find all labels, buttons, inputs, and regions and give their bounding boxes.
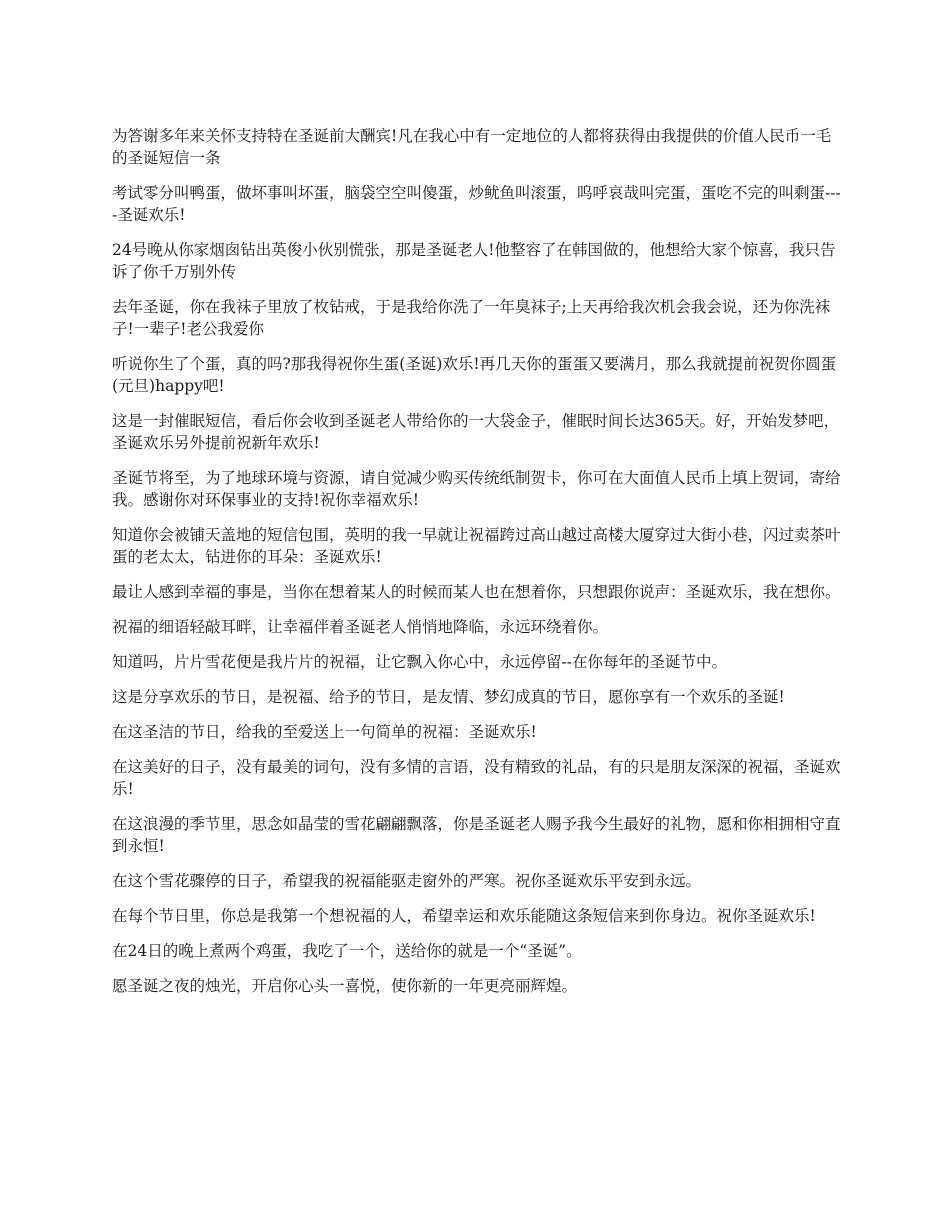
paragraph-12: 这是分享欢乐的节日，是祝福、给予的节日，是友情、梦幻成真的节日，愿你享有一个欢乐的圣诞!	[112, 688, 785, 706]
paragraph-11: 知道吗，片片雪花便是我片片的祝福，让它飘入你心中，永远停留--在你每年的圣诞节中。	[112, 653, 727, 671]
paragraph-9: 最让人感到幸福的事是，当你在想着某人的时候而某人也在想着你，只想跟你说声：圣诞欢乐，我在想你。	[112, 583, 841, 601]
paragraph-15: 在这浪漫的季节里，思念如晶莹的雪花翩翩飘落，你是圣诞老人赐予我今生最好的礼物，愿和你相拥相守直到永恒!	[112, 815, 841, 855]
paragraph-4: 去年圣诞，你在我袜子里放了枚钻戒，于是我给你洗了一年臭袜子;上天再给我次机会我会说，还为你洗袜子!一辈子!老公我爱你	[112, 298, 831, 338]
paragraph-10: 祝福的细语轻敲耳畔，让幸福伴着圣诞老人悄悄地降临，永远环绕着你。	[112, 618, 609, 636]
paragraph-2: 考试零分叫鸭蛋，做坏事叫坏蛋，脑袋空空叫傻蛋，炒鱿鱼叫滚蛋，呜呼哀哉叫完蛋，蛋吃不完的叫剩蛋----圣诞欢乐!	[112, 184, 841, 224]
paragraph-6: 这是一封催眠短信，看后你会收到圣诞老人带给你的一大袋金子，催眠时间长达365天。好，开始发梦吧，圣诞欢乐另外提前祝新年欢乐!	[112, 412, 840, 452]
paragraph-8: 知道你会被铺天盖地的短信包围，英明的我一早就让祝福跨过高山越过高楼大厦穿过大街小巷，闪过卖茶叶蛋的老太太，钻进你的耳朵：圣诞欢乐!	[112, 526, 841, 566]
paragraph-5: 听说你生了个蛋，真的吗?那我得祝你生蛋(圣诞)欢乐!再几天你的蛋蛋又要满月，那么我就提前祝贺你圆蛋(元旦)happy吧!	[112, 355, 837, 395]
paragraph-18: 在24日的晚上煮两个鸡蛋，我吃了一个，送给你的就是一个“圣诞”。	[112, 942, 582, 960]
paragraph-14: 在这美好的日子，没有最美的词句，没有多情的言语，没有精致的礼品，有的只是朋友深深的祝福，圣诞欢乐!	[112, 758, 841, 798]
paragraph-7: 圣诞节将至，为了地球环境与资源，请自觉减少购买传统纸制贺卡，你可在大面值人民币上填上贺词，寄给我。感谢你对环保事业的支持!祝你幸福欢乐!	[112, 469, 841, 509]
paragraph-1: 为答谢多年来关怀支持特在圣诞前大酬宾!凡在我心中有一定地位的人都将获得由我提供的价值人民币一毛的圣诞短信一条	[112, 127, 832, 167]
paragraph-17: 在每个节日里，你总是我第一个想祝福的人，希望幸运和欢乐能随这条短信来到你身边。祝你圣诞欢乐!	[112, 907, 816, 925]
document-body	[112, 125, 842, 1010]
paragraph-13: 在这圣洁的节日，给我的至爱送上一句简单的祝福：圣诞欢乐!	[112, 723, 537, 741]
paragraph-16: 在这个雪花骤停的日子，希望我的祝福能驱走窗外的严寒。祝你圣诞欢乐平安到永远。	[112, 872, 702, 890]
paragraph-19: 愿圣诞之夜的烛光，开启你心头一喜悦，使你新的一年更亮丽辉煌。	[112, 977, 578, 995]
paragraph-3: 24号晚从你家烟囱钻出英俊小伙别慌张，那是圣诞老人!他整容了在韩国做的，他想给大家个惊喜，我只告诉了你千万别外传	[112, 241, 836, 281]
